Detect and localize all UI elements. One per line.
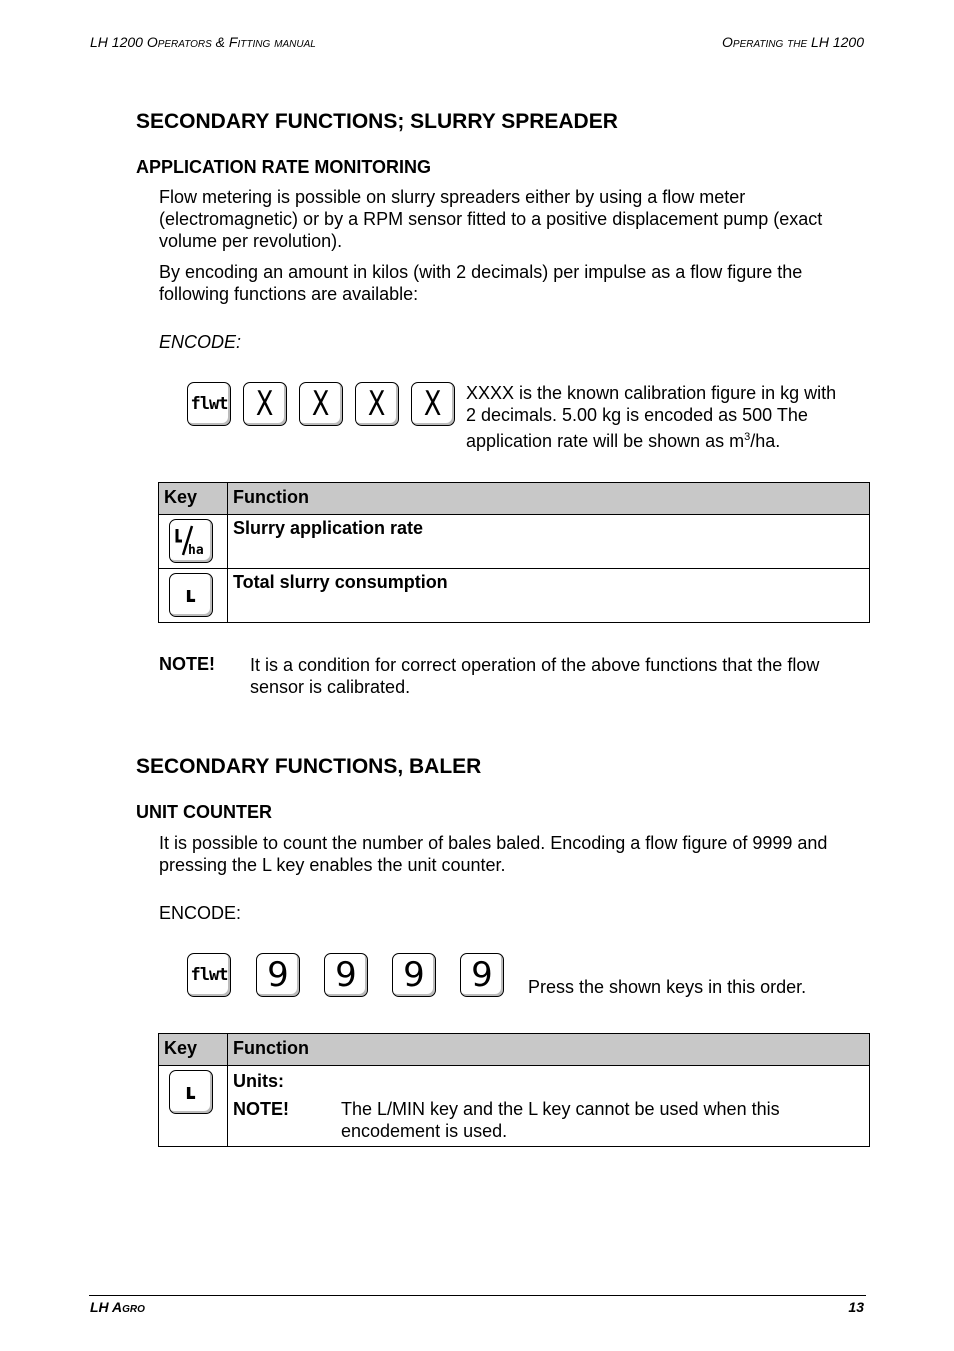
keys-desc-line3 (466, 426, 876, 452)
footer-divider (89, 1295, 866, 1296)
table-row (159, 569, 870, 623)
footer-left: LH Agro (90, 1299, 145, 1315)
x-key[interactable] (355, 382, 399, 426)
keys-description (466, 382, 876, 452)
keys2-description: Press the shown keys in this order. (528, 977, 807, 997)
keys-desc-line2: 2 decimals. 5.00 kg is encoded as 500 The (466, 405, 808, 425)
section2-subtitle: UNIT COUNTER (136, 802, 272, 822)
l-per-ha-text: ha (188, 543, 204, 558)
x-key[interactable] (299, 382, 343, 426)
keys-desc-line1: XXXX is the known calibration figure in kg with (466, 383, 837, 403)
table-function-cell: Slurry application rate (228, 515, 870, 569)
section1-subtitle: APPLICATION RATE MONITORING (136, 157, 431, 177)
flwt-key-label: flwt (190, 965, 228, 985)
x-key-label: X (368, 384, 386, 424)
section1-para1: Flow metering is possible on slurry spreaders either by using a flow meter (electromagnetic) or by a RPM sensor fitted to a positive displacement pump (exact volume per revolution). (159, 187, 823, 251)
l-key[interactable] (169, 1070, 213, 1114)
table-header-function: Function (228, 483, 870, 515)
l-per-ha-key[interactable] (169, 519, 213, 563)
section1-para2: By encoding an amount in kilos (with 2 decimals) per impulse as a flow figure the following functions are available: (159, 262, 803, 304)
keys-desc-line3b: /ha. (750, 431, 781, 451)
header-left-text: LH 1200 Operators & Fitting manual (90, 34, 316, 50)
table-key-cell (159, 1066, 228, 1147)
note-text: It is a condition for correct operation of the above functions that the flow sensor is calibrated. (250, 655, 820, 697)
units-title: Units: (233, 1071, 284, 1091)
units-note (233, 1098, 864, 1142)
function-table (158, 482, 870, 623)
x-key-label: X (424, 384, 442, 424)
flwt-key-label: flwt (190, 394, 228, 414)
table-row (159, 515, 870, 569)
table-function-cell: Total slurry consumption (228, 569, 870, 623)
nine-key[interactable] (392, 953, 436, 997)
table-function-cell (228, 1066, 870, 1147)
keys-desc-sup: 3 (744, 431, 751, 443)
section2-title: SECONDARY FUNCTIONS, BALER (136, 755, 482, 778)
x-key[interactable] (411, 382, 455, 426)
l-key-label: ʟ (184, 1079, 198, 1105)
header-right-text: Operating the LH 1200 (722, 34, 864, 50)
section2-para1: It is possible to count the number of bales baled. Encoding a flow figure of 9999 and pressing the L key enables the unit counter. (159, 833, 828, 875)
nine-key[interactable] (256, 953, 300, 997)
header-left (90, 34, 316, 50)
nine-key-label: 9 (471, 955, 493, 995)
page-number: 13 (848, 1299, 864, 1315)
section2-encode-label: ENCODE: (159, 903, 242, 923)
units-note-label: NOTE! (233, 1099, 289, 1119)
flwt-key[interactable] (187, 382, 231, 426)
table-header-key: Key (159, 1034, 228, 1066)
x-key-label: X (256, 384, 274, 424)
table-row (159, 1066, 870, 1147)
flwt-key[interactable] (187, 953, 231, 997)
l-key-label: ʟ (184, 582, 198, 608)
nine-key-label: 9 (403, 955, 425, 995)
units-table (158, 1033, 870, 1147)
section1-encode-label: ENCODE: (159, 332, 242, 352)
table-header-function: Function (228, 1034, 870, 1066)
l-per-ha-icon (171, 521, 211, 561)
nine-key-label: 9 (267, 955, 289, 995)
nine-key[interactable] (460, 953, 504, 997)
table-key-cell (159, 515, 228, 569)
note-label: NOTE! (159, 654, 215, 674)
nine-key[interactable] (324, 953, 368, 997)
keys-desc-line3a: application rate will be shown as m (466, 431, 745, 451)
x-key[interactable] (243, 382, 287, 426)
table-header-key: Key (159, 483, 228, 515)
units-note-text: The L/MIN key and the L key cannot be used when this encodement is used. (341, 1099, 780, 1141)
table-key-cell (159, 569, 228, 623)
nine-key-label: 9 (335, 955, 357, 995)
x-key-label: X (312, 384, 330, 424)
section1-title: SECONDARY FUNCTIONS; SLURRY SPREADER (136, 110, 618, 133)
l-key[interactable] (169, 573, 213, 617)
header-right (722, 34, 864, 50)
